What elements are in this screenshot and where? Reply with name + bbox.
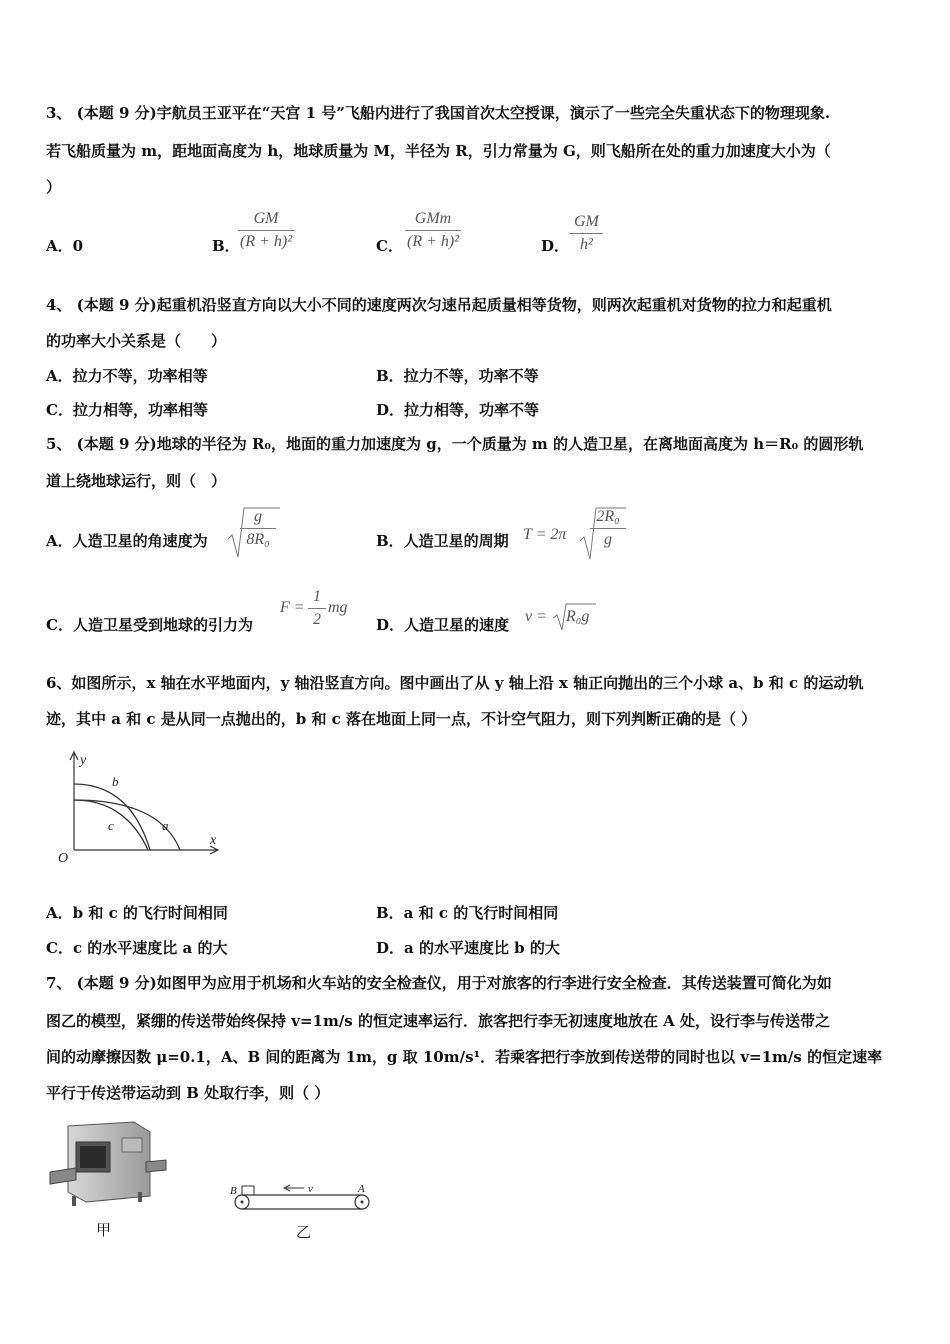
q5-option-c-denominator: 2 (313, 611, 321, 628)
q5-option-c-text: C．人造卫星受到地球的引力为 (46, 616, 253, 634)
q7-figure-jia-caption: 甲 (96, 1221, 112, 1239)
q3-option-c-denominator: (R + h)² (407, 233, 460, 250)
q5-option-c-fraction (308, 588, 326, 629)
q5-option-d-prefix: v = (525, 608, 547, 625)
q5-option-b-numerator: 2R₀ (596, 508, 620, 525)
q5-line-1: 5、 (本题 9 分)地球的半径为 R₀，地面的重力加速度为 g，一个质量为 m 的人造卫星，在离地面高度为 h＝R₀ 的圆形轨 (46, 435, 864, 453)
q7-label-a: A (358, 1183, 365, 1195)
q7-luggage-box (242, 1186, 254, 1195)
q5-line-2: 道上绕地球运行，则（ ） (46, 472, 227, 490)
q5-option-a-fraction (240, 508, 276, 549)
q5-option-c-suffix: mg (328, 599, 348, 616)
q3-option-d-label: D． (541, 237, 570, 255)
q6-option-b: B．a 和 c 的飞行时间相同 (376, 904, 559, 922)
q7-label-b: B (230, 1185, 237, 1197)
q5-option-b-fraction (590, 508, 626, 549)
q6-line-1: 6、如图所示，x 轴在水平地面内，y 轴沿竖直方向。图中画出了从 y 轴上沿 x 轴正向抛出的三个小球 a、b 和 c 的运动轨 (46, 674, 864, 692)
q3-option-d-numerator: GM (574, 213, 599, 230)
q5-option-b-prefix: T = 2π (523, 526, 567, 543)
q4-option-d: D．拉力相等，功率不等 (376, 401, 540, 419)
q6-label-origin: O (58, 851, 69, 866)
q4-line-1: 4、 (本题 9 分)起重机沿竖直方向以大小不同的速度两次匀速吊起质量相等货物，则两次起重机对货物的拉力和起重机 (46, 296, 832, 314)
q5-option-b-text: B．人造卫星的周期 (376, 532, 509, 550)
q3-option-b-label: B． (212, 237, 240, 255)
q3-option-c-label: C． (376, 237, 403, 255)
q6-option-d: D．a 的水平速度比 b 的大 (376, 939, 560, 957)
q3-option-a: A．0 (46, 237, 84, 255)
q3-line-2: 若飞船质量为 m，距地面高度为 h，地球质量为 M，半径为 R，引力常量为 G，则飞船所在处的重力加速度大小为（ (46, 142, 831, 160)
q7-conveyor-figure (228, 1176, 378, 1216)
q4-option-a: A．拉力不等，功率相等 (46, 367, 208, 385)
q5-option-d-text: D．人造卫星的速度 (376, 616, 510, 634)
q4-line-2: 的功率大小关系是（ ） (46, 332, 227, 350)
q6-label-y: y (80, 753, 87, 768)
q7-line-3: 间的动摩擦因数 μ=0.1，A、B 间的距离为 1m，g 取 10m/s¹．若乘客把行李放到传送带的同时也以 v=1m/s 的恒定速率 (46, 1048, 883, 1066)
q5-option-c-prefix: F = (280, 599, 305, 616)
q3-option-d-denominator: h² (580, 236, 593, 253)
q7-figure-yi-caption: 乙 (296, 1223, 312, 1241)
q5-option-a-denominator: 8R₀ (246, 531, 270, 548)
q5-option-a-text: A．人造卫星的角速度为 (46, 532, 208, 550)
q5-option-d-radicand: R₀g (566, 608, 590, 625)
q6-trajectory-b (74, 784, 150, 850)
q7-line-1: 7、 (本题 9 分)如图甲为应用于机场和火车站的安全检查仪，用于对旅客的行李进行安全检查．其传送装置可简化为如 (46, 974, 832, 992)
q3-option-c-fraction (405, 210, 461, 251)
q7-line-2: 图乙的模型，紧绷的传送带始终保持 v=1m/s 的恒定速率运行．旅客把行李无初速度地放在 A 处，设行李与传送带之 (46, 1012, 831, 1030)
q7-line-4: 平行于传送带运动到 B 处取行李，则（ ） (46, 1084, 330, 1102)
q6-option-c: C．c 的水平速度比 a 的大 (46, 939, 228, 957)
q6-label-c: c (108, 818, 114, 833)
q7-scanner-figure (46, 1118, 168, 1210)
q5-option-c-numerator: 1 (313, 588, 321, 605)
q6-label-b: b (112, 774, 119, 789)
q7-label-v: v (308, 1183, 313, 1195)
q3-line-3: ） (46, 178, 62, 196)
q3-option-c-numerator: GMm (414, 210, 452, 227)
q4-option-b: B．拉力不等，功率不等 (376, 367, 539, 385)
q4-option-c: C．拉力相等，功率相等 (46, 401, 208, 419)
q5-option-a-numerator: g (254, 508, 262, 525)
q5-option-b-denominator: g (604, 531, 612, 548)
q3-option-d-fraction (570, 213, 603, 254)
q6-trajectory-figure (50, 748, 230, 866)
q3-option-b-numerator: GM (253, 210, 279, 227)
q6-label-x: x (210, 833, 217, 848)
q3-line-1: 3、 (本题 9 分)宇航员王亚平在“天宫 1 号”飞船内进行了我国首次太空授课，演示了一些完全失重状态下的物理现象. (46, 104, 831, 122)
q6-line-2: 迹，其中 a 和 c 是从同一点抛出的，b 和 c 落在地面上同一点，不计空气阻力，则下列判断正确的是（ ） (46, 710, 757, 728)
q3-option-b-denominator: (R + h)² (240, 233, 293, 250)
q6-option-a: A．b 和 c 的飞行时间相同 (46, 904, 228, 922)
q3-option-b-fraction (238, 210, 294, 251)
q6-label-a: a (162, 818, 169, 833)
